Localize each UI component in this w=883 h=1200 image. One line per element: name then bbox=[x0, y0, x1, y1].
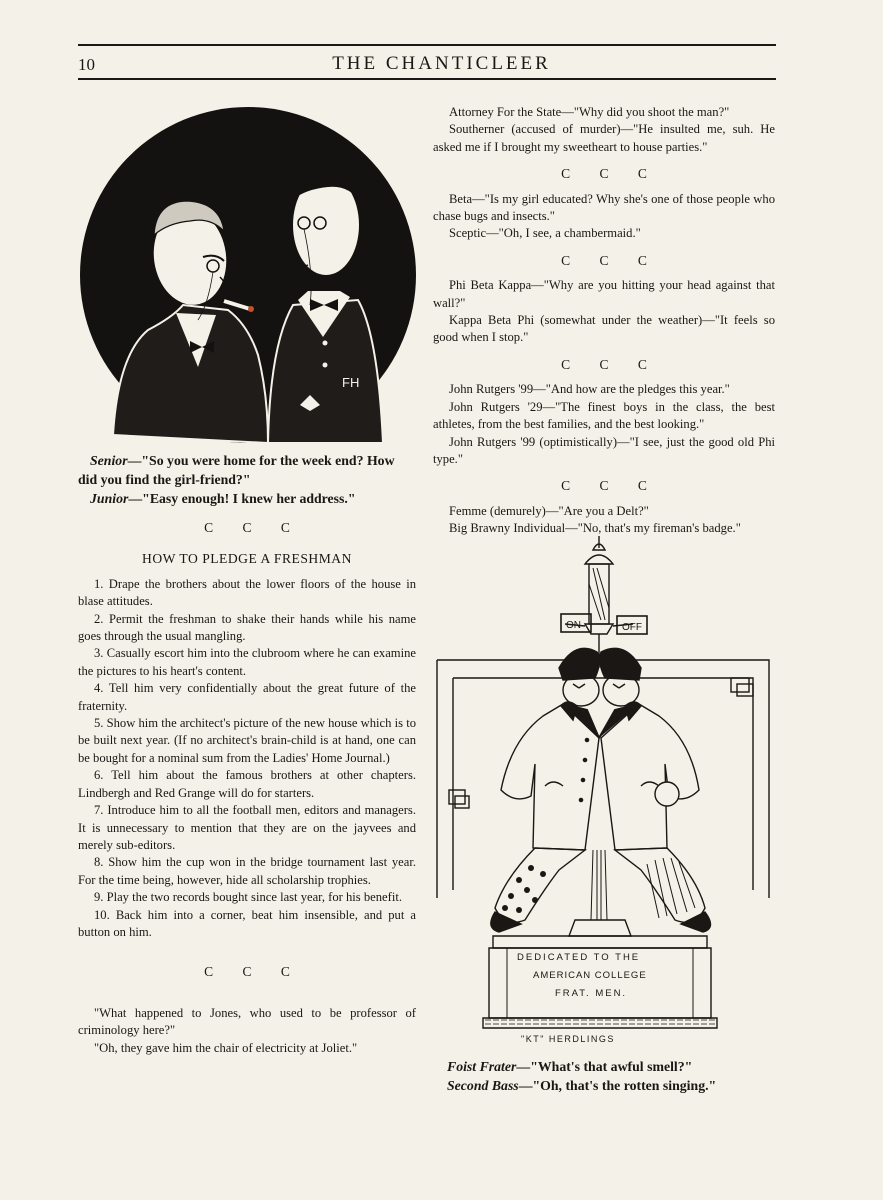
caption-line-senior: Senior—"So you were home for the week end? How did you find the girl-friend?" bbox=[78, 453, 395, 487]
pledge-item: 7. Introduce him to all the football men, editors and managers. It is unnecessary to mention that they are on the jayvees and merely sub-editors. bbox=[78, 803, 416, 852]
joke-line: Phi Beta Kappa—"Why are you hitting your head against that wall?" bbox=[433, 278, 775, 310]
caption-line-junior: Junior—"Easy enough! I knew her address." bbox=[90, 491, 356, 506]
sign-on: ON bbox=[566, 620, 581, 631]
cartoon-frat-statue bbox=[435, 528, 775, 1048]
separator: C C C bbox=[204, 520, 290, 535]
cartoon2-caption bbox=[447, 1057, 777, 1095]
left-column bbox=[78, 510, 416, 1057]
separator: C C C bbox=[561, 166, 647, 182]
jones-joke-answer: "Oh, they gave him the chair of electricity at Joliet." bbox=[94, 1040, 358, 1055]
jones-joke-question: "What happened to Jones, who used to be professor of criminology here?" bbox=[78, 1005, 416, 1038]
pledge-item: 8. Show him the cup won in the bridge tournament last year. For the time being, however, hide all scholarship trophies. bbox=[78, 855, 416, 887]
plaque-line-3: FRAT. MEN. bbox=[555, 988, 628, 999]
joke-line: Attorney For the State—"Why did you shoot the man?" bbox=[449, 105, 730, 119]
cartoon2-signature: "KT" HERDLINGS bbox=[521, 1034, 615, 1044]
right-column bbox=[433, 104, 775, 538]
plaque-line-2: AMERICAN COLLEGE bbox=[533, 970, 647, 981]
caption-line-foist-frater: Foist Frater—"What's that awful smell?" bbox=[447, 1059, 693, 1074]
header-bottom-rule bbox=[78, 78, 776, 80]
separator: C C C bbox=[204, 964, 290, 980]
pledge-item: 2. Permit the freshman to shake their hands while his name goes through the usual mangling. bbox=[78, 611, 416, 644]
joke-line: John Rutgers '29—"The finest boys in the class, the best athletes, from the best families, and the best looking." bbox=[433, 399, 775, 432]
joke-line: John Rutgers '99—"And how are the pledges this year." bbox=[449, 382, 730, 397]
page-number: 10 bbox=[78, 55, 95, 74]
separator: C C C bbox=[561, 356, 647, 372]
joke-line: Southerner (accused of murder)—"He insulted me, suh. He asked me if I brought my sweetheart to house parties." bbox=[433, 122, 775, 154]
cartoon-two-gentlemen bbox=[78, 105, 418, 445]
joke-line: Beta—"Is my girl educated? Why she's one of those people who chase bugs and insects." bbox=[433, 191, 775, 224]
separator: C C C bbox=[561, 478, 647, 494]
plaque-line-1: DEDICATED TO THE bbox=[517, 952, 641, 963]
caption-line-second-bass: Second Bass—"Oh, that's the rotten singing." bbox=[447, 1078, 717, 1093]
pledge-item: 3. Casually escort him into the clubroom where he can examine the pictures to his heart's content. bbox=[78, 646, 416, 678]
joke-line: Femme (demurely)—"Are you a Delt?" bbox=[449, 503, 649, 518]
joke-line: Kappa Beta Phi (somewhat under the weather)—"It feels so good when I stop." bbox=[433, 313, 775, 345]
pledge-heading: HOW TO PLEDGE A FRESHMAN bbox=[142, 551, 352, 567]
header-top-rule bbox=[78, 44, 776, 46]
cartoon1-caption bbox=[78, 451, 416, 508]
pledge-item: 1. Drape the brothers about the lower floors of the house in blase attitudes. bbox=[78, 576, 416, 609]
pledge-item: 6. Tell him about the famous brothers at other chapters. Lindbergh and Red Grange will do for starters. bbox=[78, 768, 416, 800]
joke-line: John Rutgers '99 (optimistically)—"I see, just the good old Phi type." bbox=[433, 434, 775, 466]
pledge-item: 4. Tell him very confidentially about the great future of the fraternity. bbox=[78, 681, 416, 713]
joke-line: Sceptic—"Oh, I see, a chambermaid." bbox=[449, 226, 641, 241]
joke-line: Big Brawny Individual—"No, that's my fireman's badge." bbox=[449, 521, 741, 536]
pledge-item: 10. Back him into a corner, beat him insensible, and put a button on him. bbox=[78, 907, 416, 939]
separator: C C C bbox=[561, 252, 647, 268]
pledge-item: 5. Show him the architect's picture of the new house which is to be built next year. (If no architect's brain-child is at hand, one can be bought for a nominal sum from the Ladies' Home Journal.) bbox=[78, 716, 416, 765]
page-title: THE CHANTICLEER bbox=[332, 53, 551, 74]
pledge-item: 9. Play the two records bought since last year, for his benefit. bbox=[94, 890, 402, 905]
cartoon1-signature: FH bbox=[342, 375, 360, 390]
sign-off: OFF bbox=[622, 622, 642, 633]
